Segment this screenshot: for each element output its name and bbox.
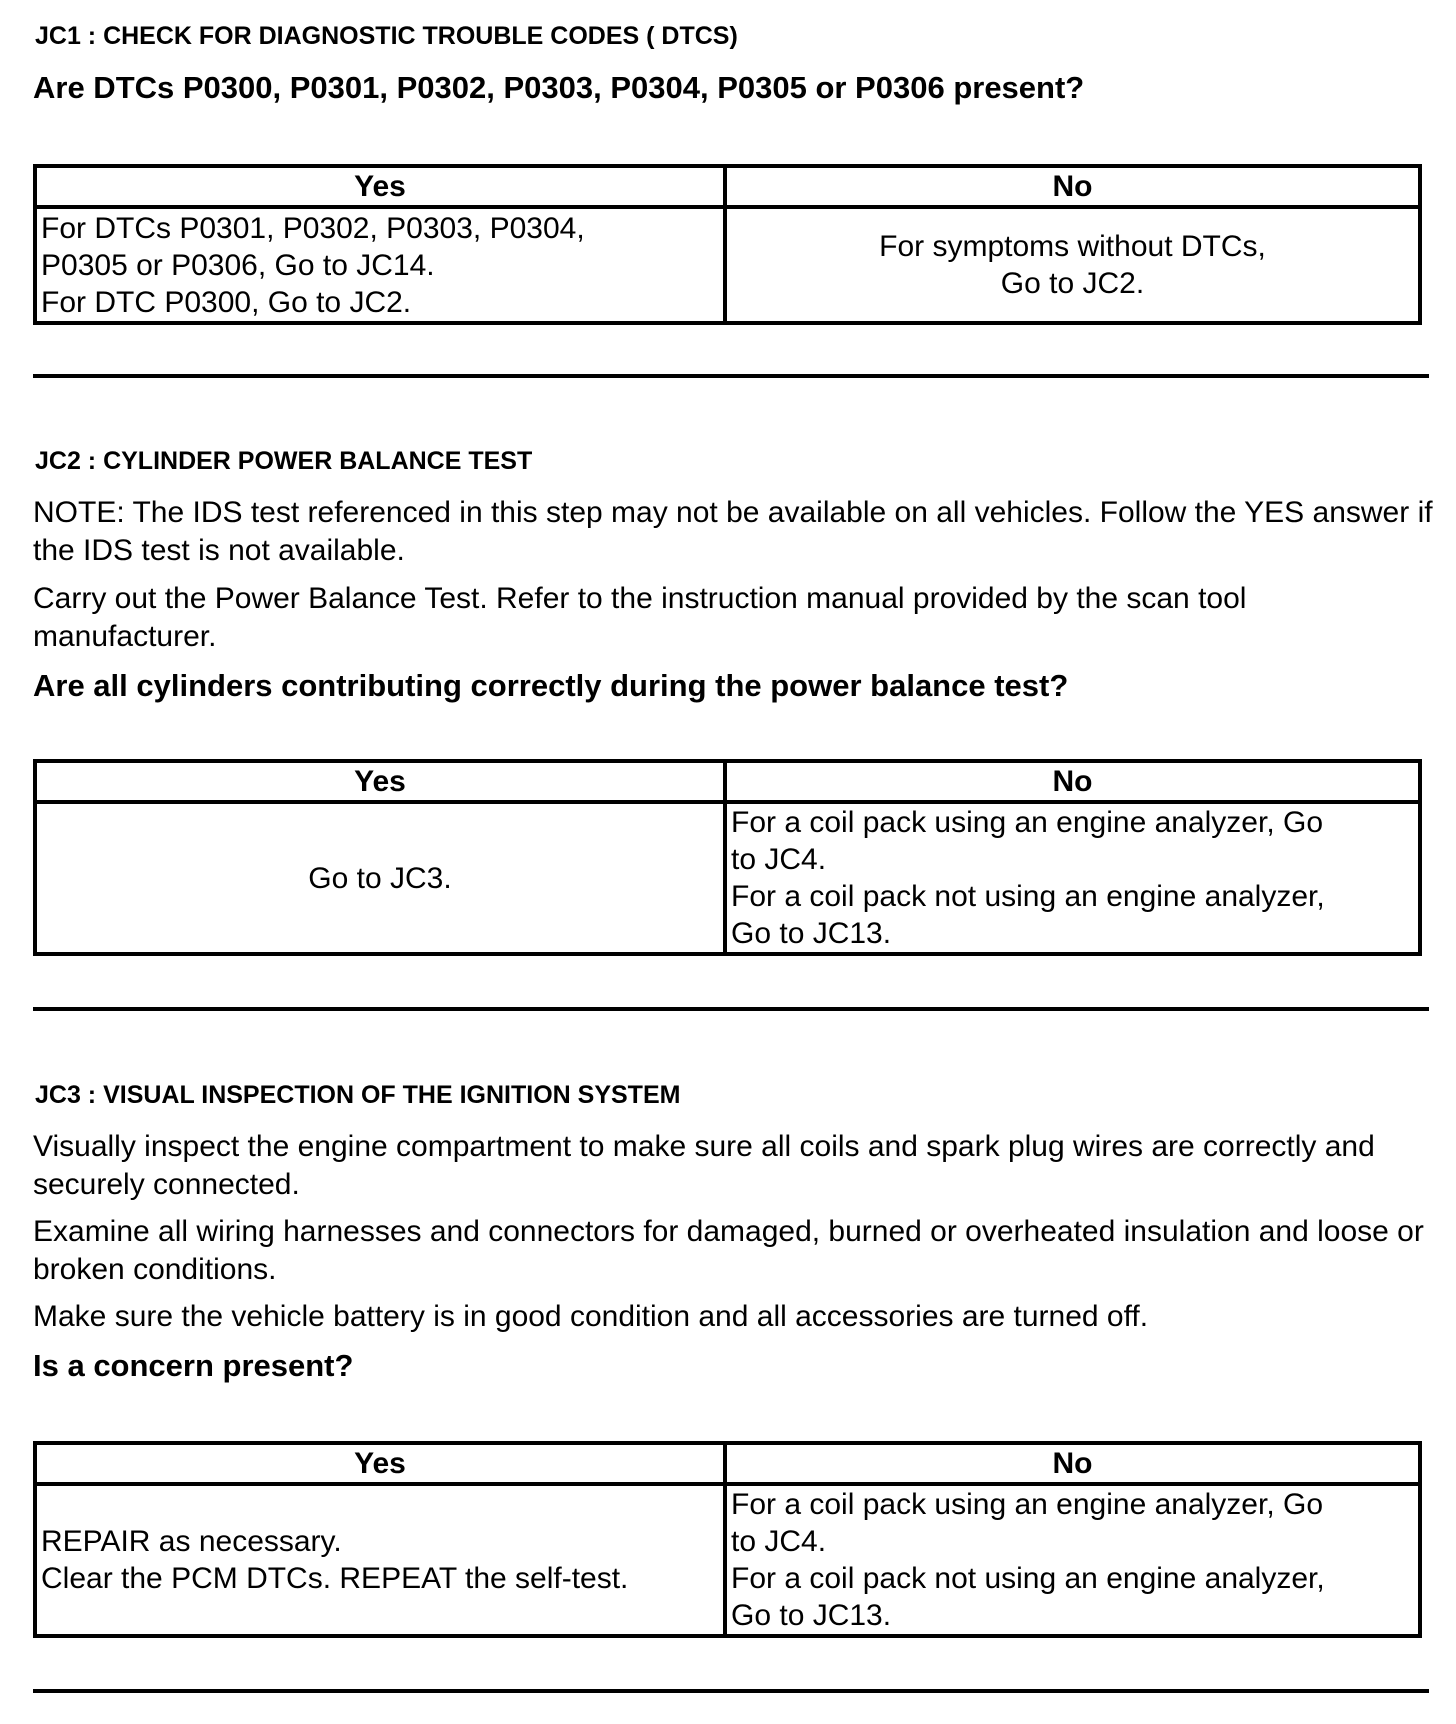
jc1-answer-table — [33, 164, 1422, 325]
jc3-no-header: No — [725, 1443, 1420, 1484]
jc3-title: JC3 : VISUAL INSPECTION OF THE IGNITION SYSTEM — [35, 1081, 681, 1109]
jc2-yes-cell — [35, 802, 725, 954]
jc3-yes-line: Clear the PCM DTCs. REPEAT the self-test. — [41, 1562, 629, 1595]
jc3-yes-line: REPAIR as necessary. — [41, 1525, 342, 1558]
jc1-no-line: Go to JC2. — [1000, 267, 1145, 300]
jc2-yes-line: Go to JC3. — [308, 861, 452, 895]
jc1-question: Are DTCs P0300, P0301, P0302, P0303, P0304, P0305 or P0306 present? — [33, 70, 1085, 105]
jc2-question: Are all cylinders contributing correctly during the power balance test? — [33, 668, 1069, 703]
jc3-no-line: For a coil pack not using an engine analyzer, — [731, 1562, 1325, 1595]
jc2-yes-header: Yes — [35, 761, 725, 802]
jc2-no-line: For a coil pack not using an engine analyzer, — [731, 880, 1325, 913]
jc2-instruction: Carry out the Power Balance Test. Refer to the instruction manual provided by the scan tool manufacturer. — [33, 582, 1247, 653]
jc1-yes-line: For DTCs P0301, P0302, P0303, P0304, — [41, 211, 585, 245]
jc3-no-line: Go to JC13. — [731, 1599, 892, 1632]
jc1-yes-header: Yes — [35, 166, 725, 207]
jc3-no-line: to JC4. — [731, 1525, 827, 1558]
jc1-yes-line: For DTC P0300, Go to JC2. — [41, 285, 412, 319]
section-divider — [33, 374, 1429, 378]
jc2-note: NOTE: The IDS test referenced in this step may not be available on all vehicles. Follow the YES answer if the IDS test is not available. — [33, 496, 1433, 567]
jc2-no-line: For a coil pack using an engine analyzer, Go — [731, 806, 1324, 839]
jc1-yes-line: P0305 or P0306, Go to JC14. — [41, 248, 435, 282]
jc2-answer-table — [33, 759, 1422, 956]
section-divider — [33, 1007, 1429, 1011]
jc3-answer-table — [33, 1441, 1422, 1638]
jc2-title: JC2 : CYLINDER POWER BALANCE TEST — [35, 447, 533, 475]
jc1-no-header: No — [725, 166, 1420, 207]
jc3-paragraph: Visually inspect the engine compartment to make sure all coils and spark plug wires are correctly and securely connected. — [33, 1130, 1375, 1201]
jc3-paragraph: Examine all wiring harnesses and connectors for damaged, burned or overheated insulation and loose or broken conditions. — [33, 1215, 1424, 1286]
jc3-yes-header: Yes — [35, 1443, 725, 1484]
jc3-no-cell — [725, 1484, 1420, 1636]
jc3-question: Is a concern present? — [33, 1348, 354, 1383]
jc3-yes-cell — [35, 1484, 725, 1636]
jc1-no-cell — [725, 207, 1420, 323]
jc1-title: JC1 : CHECK FOR DIAGNOSTIC TROUBLE CODES ( DTCS) — [35, 22, 738, 50]
section-divider — [33, 1689, 1429, 1693]
jc3-paragraph: Make sure the vehicle battery is in good condition and all accessories are turned off. — [33, 1300, 1149, 1333]
jc2-no-line: to JC4. — [731, 843, 827, 876]
jc1-no-line: For symptoms without DTCs, — [879, 230, 1266, 263]
jc2-no-cell — [725, 802, 1420, 954]
jc1-yes-cell — [35, 207, 725, 323]
jc2-no-line: Go to JC13. — [731, 917, 892, 950]
jc3-no-line: For a coil pack using an engine analyzer, Go — [731, 1488, 1324, 1521]
jc2-no-header: No — [725, 761, 1420, 802]
